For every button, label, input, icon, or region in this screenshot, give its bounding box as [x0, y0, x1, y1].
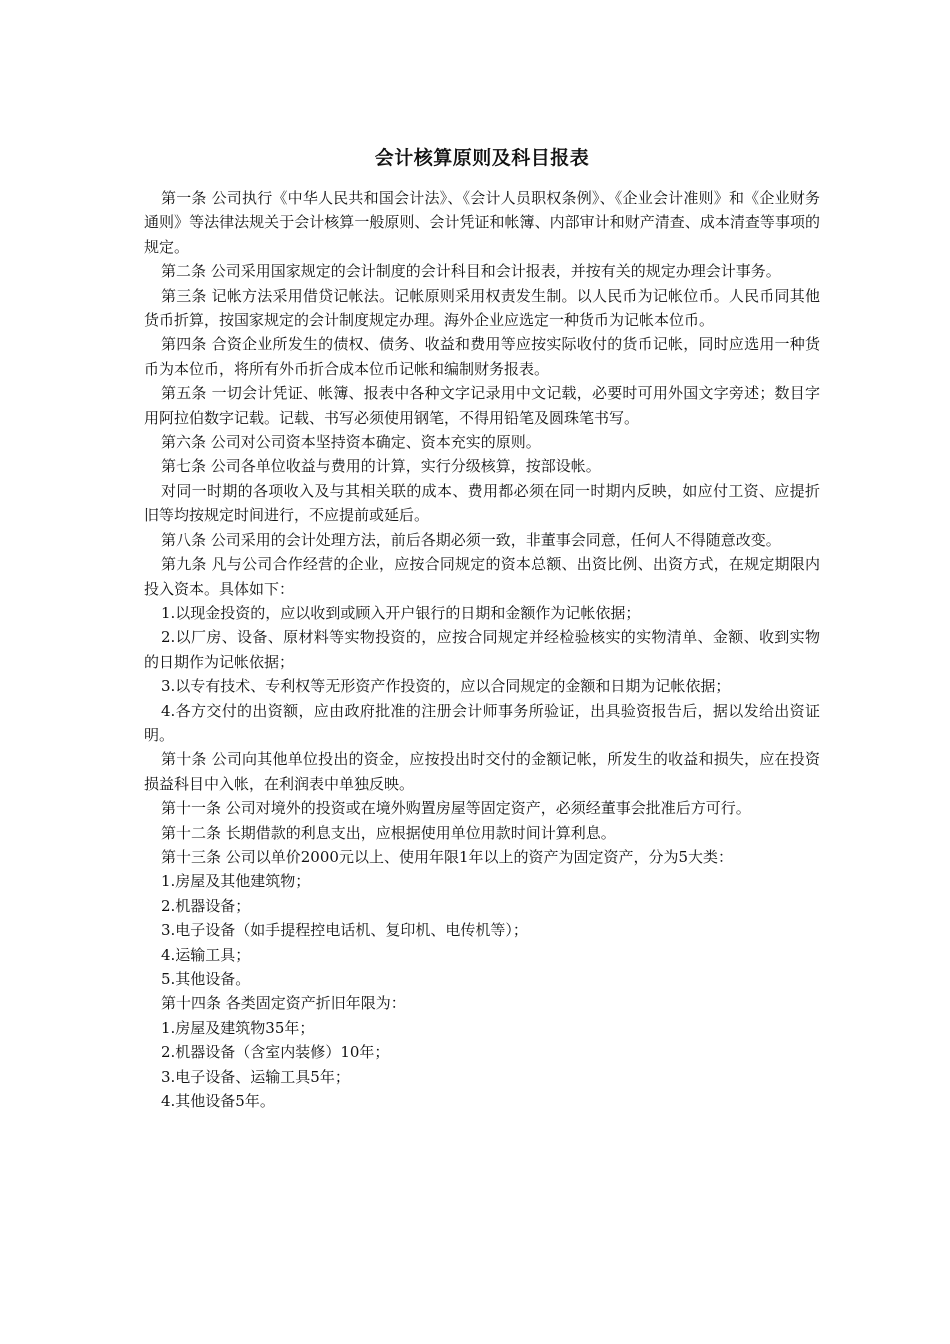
paragraph: 第五条 一切会计凭证、帐簿、报表中各种文字记录用中文记载，必要时可用外国文字旁述；数目字用阿拉伯数字记载。记载、书写必须使用钢笔，不得用铅笔及圆珠笔书写。	[144, 384, 820, 427]
paragraph: 第三条 记帐方法采用借贷记帐法。记帐原则采用权责发生制。以人民币为记帐位币。人民币同其他货币折算，按国家规定的会计制度规定办理。海外企业应选定一种货币为记帐本位币。	[144, 286, 820, 330]
list-item: 4.各方交付的出资额，应由政府批准的注册会计师事务所验证，出具验资报告后，据以发给出资证明。	[144, 701, 820, 744]
list-item: 2.机器设备（含室内装修）10年；	[161, 1043, 390, 1062]
list-item: 3.电子设备（如手提程控电话机、复印机、电传机等）；	[161, 921, 528, 940]
paragraph: 第二条 公司采用国家规定的会计制度的会计科目和会计报表，并按有关的规定办理会计事务。	[161, 262, 781, 281]
list-item: 3.电子设备、运输工具5年；	[161, 1067, 350, 1086]
document-title: 会计核算原则及科目报表	[374, 147, 590, 169]
document-body	[144, 186, 820, 1113]
paragraph: 第十条 公司向其他单位投出的资金，应按投出时交付的金额记帐，所发生的收益和损失，应在投资损益科目中入帐，在利润表中单独反映。	[144, 750, 820, 793]
list-item: 2.机器设备；	[161, 896, 251, 915]
paragraph: 第一条 公司执行《中华人民共和国会计法》、《会计人员职权条例》、《企业会计准则》和《企业财务通则》等法律法规关于会计核算一般原则、会计凭证和帐簿、内部审计和财产清查、成本清查等事项的规定。	[144, 189, 820, 256]
document-page	[144, 144, 820, 1113]
list-item: 1.以现金投资的，应以收到或顾入开户银行的日期和金额作为记帐依据；	[161, 603, 641, 622]
paragraph: 对同一时期的各项收入及与其相关联的成本、费用都必须在同一时期内反映，如应付工资、应提折旧等均按规定时间进行，不应提前或延后。	[144, 481, 820, 525]
paragraph: 第十二条 长期借款的利息支出，应根据使用单位用款时间计算利息。	[161, 823, 616, 842]
paragraph: 第十四条 各类固定资产折旧年限为：	[161, 994, 406, 1013]
list-item: 5.其他设备。	[161, 970, 251, 988]
paragraph: 第六条 公司对公司资本坚持资本确定、资本充实的原则。	[161, 433, 541, 452]
paragraph: 第十三条 公司以单价2000元以上、使用年限1年以上的资产为固定资产，分为5大类：	[161, 847, 734, 866]
list-item: 4.运输工具；	[161, 945, 251, 964]
list-item: 1.房屋及其他建筑物；	[161, 872, 311, 891]
list-item: 1.房屋及建筑物35年；	[161, 1018, 315, 1037]
list-item: 2.以厂房、设备、原材料等实物投资的，应按合同规定并经检验核实的实物清单、金额、收到实物的日期作为记帐依据；	[144, 628, 820, 671]
list-item: 4.其他设备5年。	[161, 1092, 275, 1111]
paragraph: 第四条 合资企业所发生的债权、债务、收益和费用等应按实际收付的货币记帐，同时应选用一种货币为本位币，将所有外币折合成本位币记帐和编制财务报表。	[144, 335, 820, 378]
paragraph: 第七条 公司各单位收益与费用的计算，实行分级核算，按部设帐。	[161, 457, 601, 476]
paragraph: 第八条 公司采用的会计处理方法，前后各期必须一致，非董事会同意，任何人不得随意改变。	[161, 530, 781, 549]
list-item: 3.以专有技术、专利权等无形资产作投资的，应以合同规定的金额和日期为记帐依据；	[161, 677, 731, 696]
paragraph: 第九条 凡与公司合作经营的企业，应按合同规定的资本总额、出资比例、出资方式，在规定期限内投入资本。具体如下：	[144, 555, 820, 598]
paragraph: 第十一条 公司对境外的投资或在境外购置房屋等固定资产，必须经董事会批准后方可行。	[161, 799, 751, 818]
